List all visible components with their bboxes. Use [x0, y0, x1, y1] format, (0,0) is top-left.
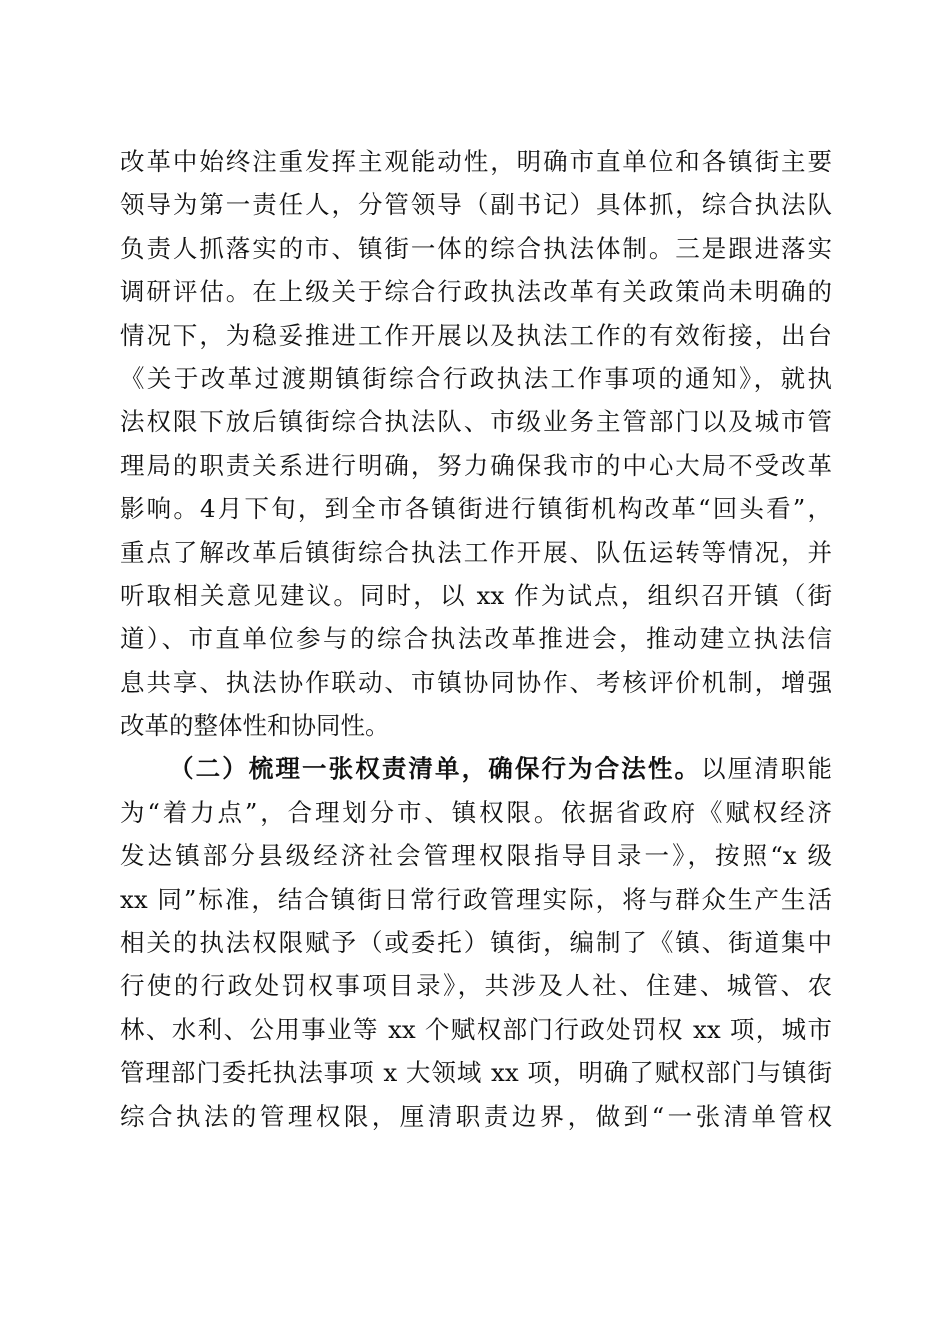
text-line: 领导为第一责任人，分管领导（副书记）具体抓，综合执法队 [120, 190, 832, 220]
text-line: 管理部门委托执法事项 x 大领域 xx 项，明确了赋权部门与镇街 [120, 1058, 832, 1088]
text-line: 发达镇部分县级经济社会管理权限指导目录一》，按照“x 级 [120, 841, 832, 871]
text-line: 改革的整体性和协同性。 [120, 711, 390, 741]
text-line: 综合执法的管理权限，厘清职责边界，做到“一张清单管权 [120, 1101, 832, 1131]
text-line: 相关的执法权限赋予（或委托）镇街，编制了《镇、街道集中 [120, 928, 832, 958]
paragraph-2 [120, 747, 832, 1138]
text-line: 影响。4月下旬，到全市各镇街进行镇街机构改革“回头看”， [120, 494, 832, 524]
text-line: 听取相关意见建议。同时，以 xx 作为试点，组织召开镇（街 [120, 580, 832, 610]
text-line: 道）、市直单位参与的综合执法改革推进会，推动建立执法信 [120, 624, 832, 654]
document-body [120, 140, 832, 1138]
paragraph-1 [120, 140, 832, 747]
text-line: 重点了解改革后镇街综合执法工作开展、队伍运转等情况，并 [120, 537, 832, 567]
heading-continuation: 以厘清职能 [701, 754, 833, 784]
section-heading: （二）梳理一张权责清单，确保行为合法性。 [169, 754, 702, 784]
text-line-first [120, 747, 832, 790]
text-line: 改革中始终注重发挥主观能动性，明确市直单位和各镇街主要 [120, 147, 832, 176]
text-line: 行使的行政处罚权事项目录》，共涉及人社、住建、城管、农 [120, 971, 832, 1001]
text-line: 林、水利、公用事业等 xx 个赋权部门行政处罚权 xx 项，城市 [120, 1014, 832, 1044]
text-line: 调研评估。在上级关于综合行政执法改革有关政策尚未明确的 [120, 277, 832, 307]
text-line: 为“着力点”，合理划分市、镇权限。依据省政府《赋权经济 [120, 797, 832, 827]
text-line: 理局的职责关系进行明确，努力确保我市的中心大局不受改革 [120, 450, 832, 480]
text-line: 《关于改革过渡期镇街综合行政执法工作事项的通知》，就执 [120, 363, 832, 393]
text-line: 负责人抓落实的市、镇街一体的综合执法体制。三是跟进落实 [120, 233, 832, 263]
text-line: xx 同”标准，结合镇街日常行政管理实际，将与群众生产生活 [120, 884, 832, 914]
text-line: 息共享、执法协作联动、市镇协同协作、考核评价机制，增强 [120, 667, 832, 697]
text-line: 情况下，为稳妥推进工作开展以及执法工作的有效衔接，出台 [120, 320, 832, 350]
text-line: 法权限下放后镇街综合执法队、市级业务主管部门以及城市管 [120, 407, 832, 437]
